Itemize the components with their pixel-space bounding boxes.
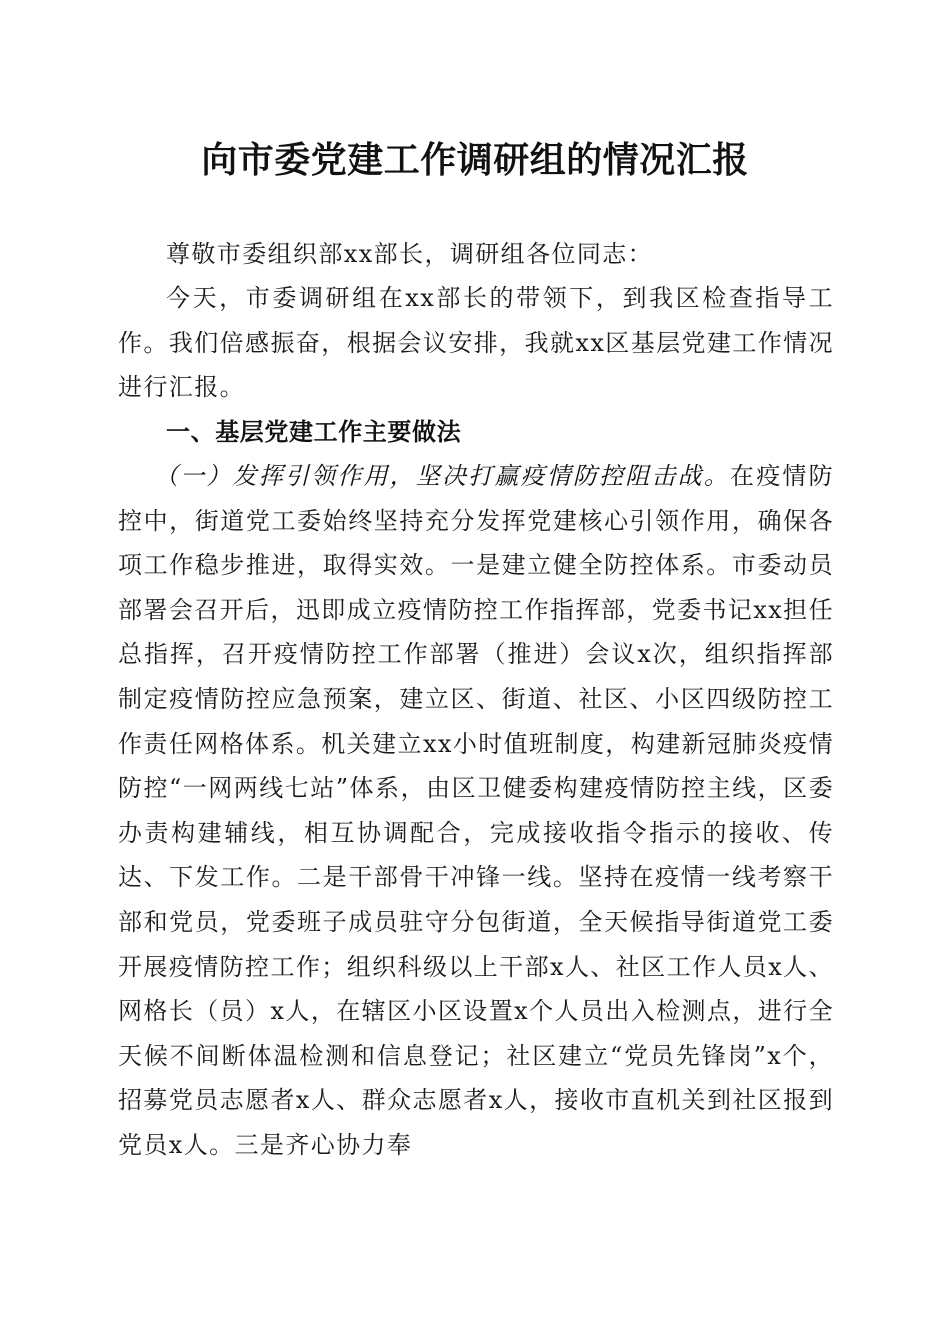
section-heading: 一、基层党建工作主要做法 — [166, 418, 462, 446]
subsection-heading: （一）发挥引领作用，坚决打赢疫情防控阻击战。 — [154, 462, 731, 490]
document-title: 向市委党建工作调研组的情况汇报 — [201, 139, 749, 181]
subsection-paragraph — [118, 454, 834, 1168]
salutation: 尊敬市委组织部xx部长，调研组各位同志： — [166, 240, 654, 268]
intro-paragraph: 今天，市委调研组在xx部长的带领下，到我区检查指导工作。我们倍感振奋，根据会议安排，我就xx区基层党建工作情况进行汇报。 — [118, 284, 834, 402]
subsection-body: 在疫情防控中，街道党工委始终坚持充分发挥党建核心引领作用，确保各项工作稳步推进，取得实效。一是建立健全防控体系。市委动员部署会召开后，迅即成立疫情防控工作指挥部，党委书记xx担任总指挥，召开疫情防控工作部署（推进）会议x次，组织指挥部制定疫情防控应急预案，建立区、街道、社区、小区四级防控工作责任网格体系。机关建立xx小时值班制度，构建新冠肺炎疫情防控“一网两线七站”体系，由区卫健委构建疫情防控主线，区委办责构建辅线，相互协调配合，完成接收指令指示的接收、传达、下发工作。二是干部骨干冲锋一线。坚持在疫情一线考察干部和党员，党委班子成员驻守分包街道，全天候指导街道党工委开展疫情防控工作；组织科级以上干部x人、社区工作人员x人、网格长（员）x人，在辖区小区设置x个人员出入检测点，进行全天候不间断体温检测和信息登记；社区建立“党员先锋岗”x个，招募党员志愿者x人、群众志愿者x人，接收市直机关到社区报到党员x人。三是齐心协力奉 — [118, 462, 834, 1159]
